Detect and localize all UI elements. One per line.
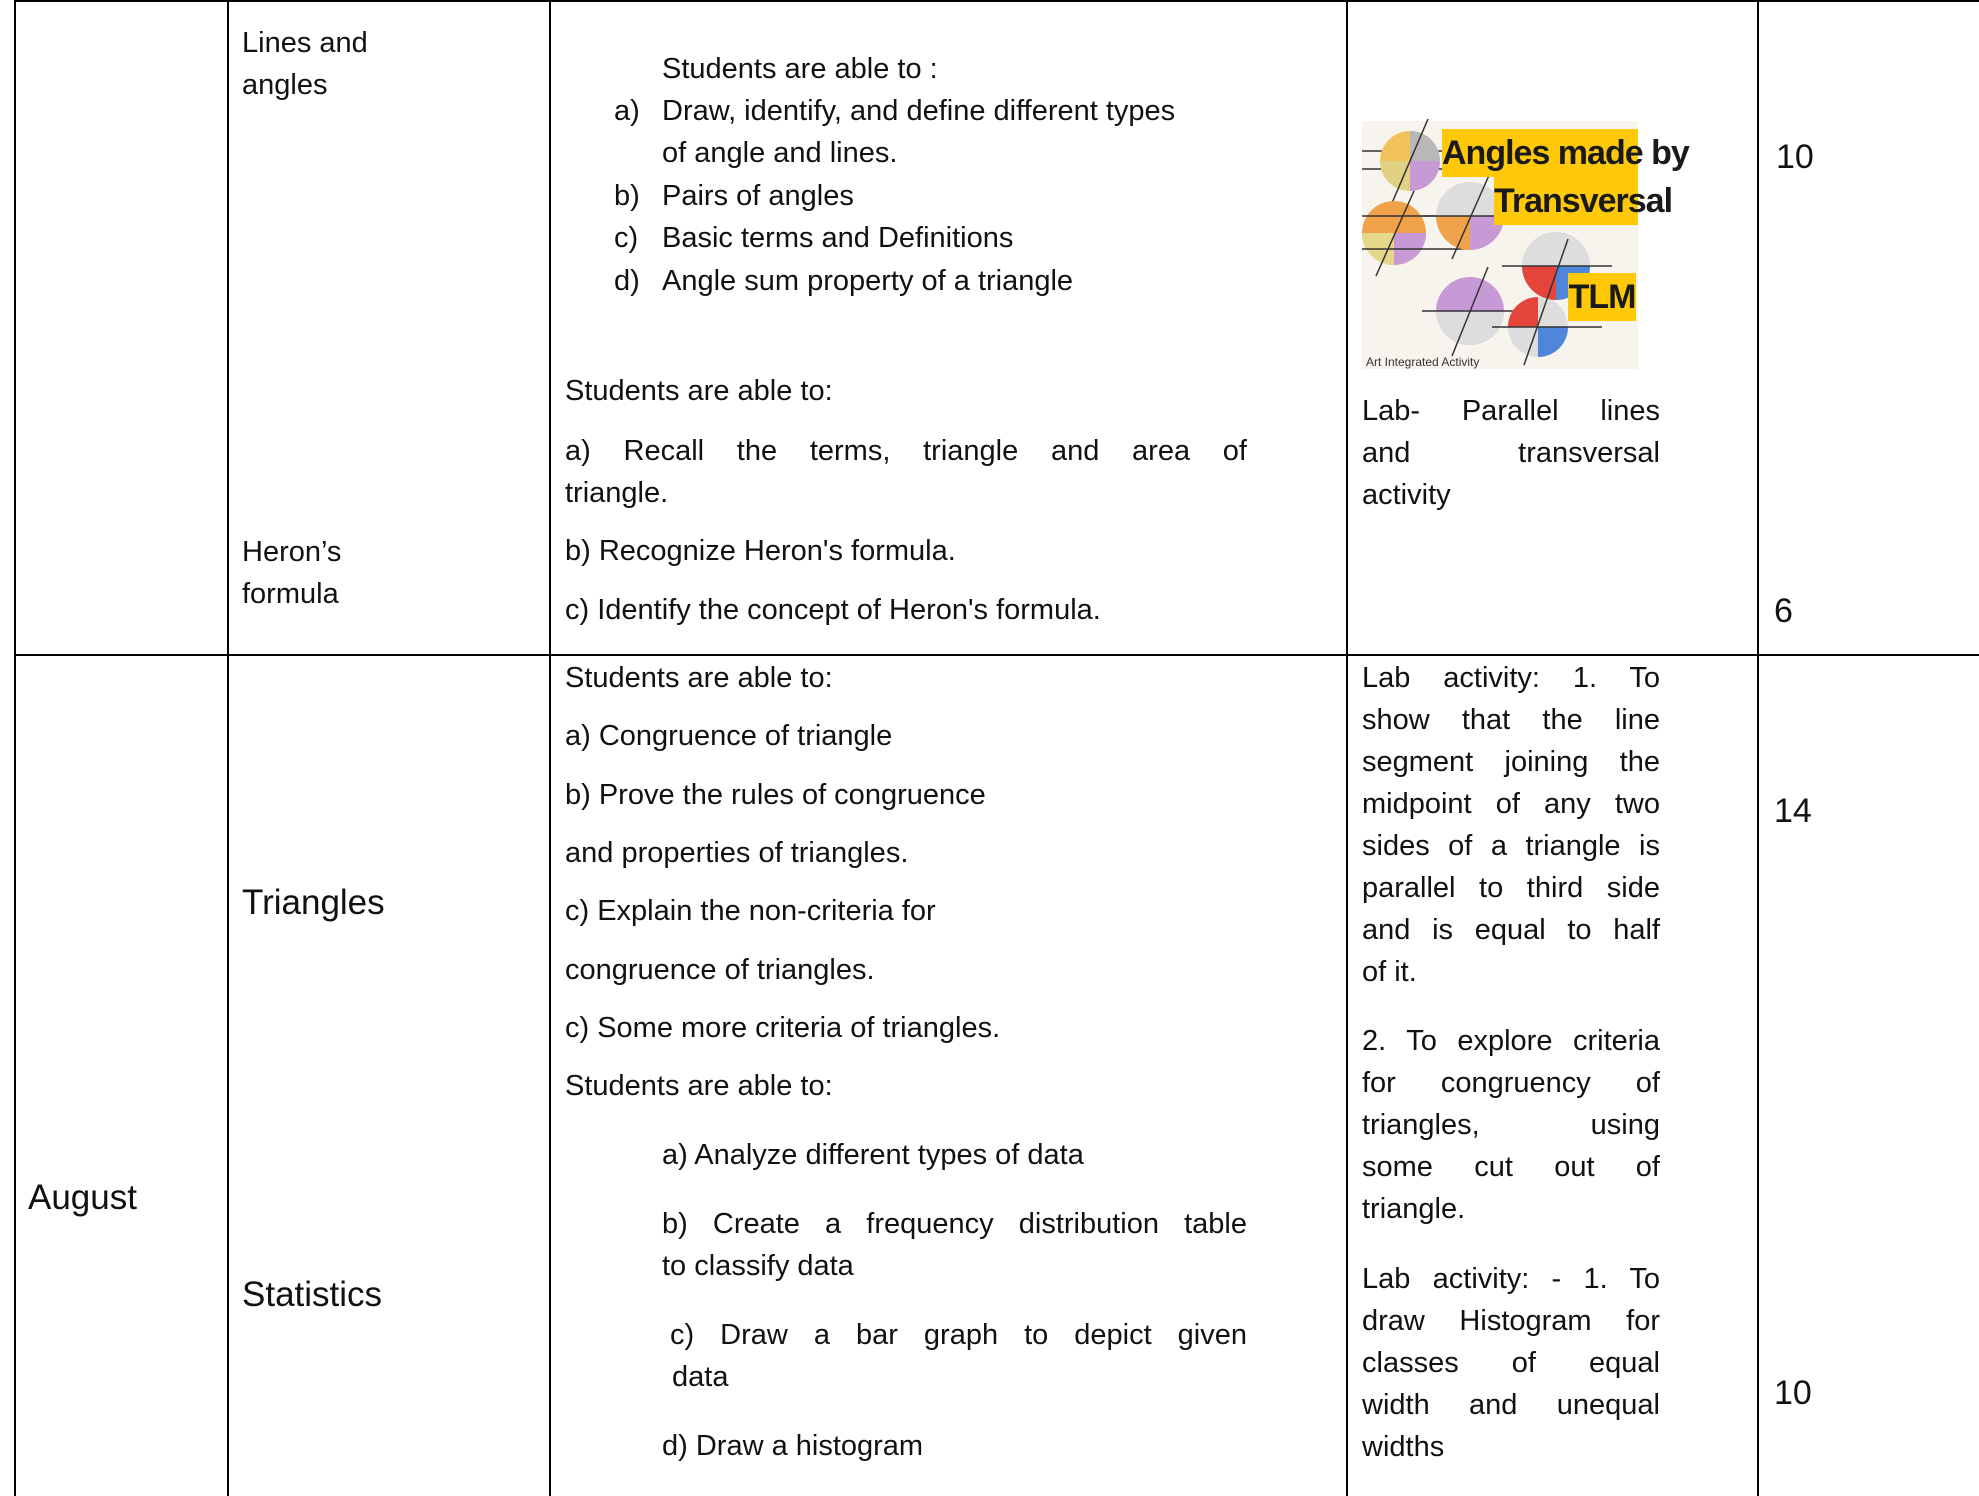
tlm-title-line2: Transversal bbox=[1494, 177, 1638, 225]
activity1-line7: and is equal to half bbox=[1362, 914, 1660, 946]
column-border-5 bbox=[1757, 0, 1759, 1496]
tri-outcome-7: c) Some more criteria of triangles. bbox=[565, 1012, 1001, 1044]
activity1-line1: Lab activity: 1. To bbox=[1362, 662, 1660, 694]
tlm-badge: TLM bbox=[1568, 273, 1636, 321]
activity1-line8: of it. bbox=[1362, 956, 1417, 988]
tri-outcome-2: a) Congruence of triangle bbox=[565, 720, 893, 752]
stat-outcome-b-line1: b) Create a frequency distribution table bbox=[662, 1208, 1247, 1240]
row-divider bbox=[14, 654, 1979, 656]
outcome-b: Pairs of angles bbox=[662, 180, 854, 212]
column-border-4 bbox=[1346, 0, 1348, 1496]
topic-lines-angles-line1: Lines and bbox=[242, 27, 368, 59]
stat-outcome-a: a) Analyze different types of data bbox=[662, 1139, 1084, 1171]
tri-outcome-4: and properties of triangles. bbox=[565, 837, 909, 869]
activity2-line1: 2. To explore criteria bbox=[1362, 1025, 1660, 1057]
topic-lines-angles-line2: angles bbox=[242, 69, 328, 101]
tri-outcome-1: Students are able to: bbox=[565, 662, 833, 694]
outcomes-intro: Students are able to : bbox=[662, 53, 938, 85]
stat-outcome-b-line2: to classify data bbox=[662, 1250, 854, 1282]
tri-outcome-5: c) Explain the non-criteria for bbox=[565, 895, 936, 927]
herons-outcome-c: c) Identify the concept of Heron's formula. bbox=[565, 594, 1101, 626]
activity3-line1: Lab activity: - 1. To bbox=[1362, 1263, 1660, 1295]
herons-outcome-a-line2: triangle. bbox=[565, 477, 669, 509]
stat-outcome-d: d) Draw a histogram bbox=[662, 1430, 924, 1462]
outcome-marker-b: b) bbox=[614, 180, 640, 212]
stat-intro: Students are able to: bbox=[565, 1070, 833, 1102]
activity1-line4: midpoint of any two bbox=[1362, 788, 1660, 820]
activity1-line6: parallel to third side bbox=[1362, 872, 1660, 904]
activity2-line2: for congruency of bbox=[1362, 1067, 1660, 1099]
activity-lab-line1: Lab- Parallel lines bbox=[1362, 395, 1660, 427]
tlm-image bbox=[1362, 121, 1689, 369]
activity3-line5: widths bbox=[1362, 1431, 1445, 1463]
outcome-marker-d: d) bbox=[614, 265, 640, 297]
herons-intro: Students are able to: bbox=[565, 375, 833, 407]
table-top-border bbox=[14, 0, 1979, 2]
column-border-1 bbox=[14, 0, 16, 1496]
activity1-line2: show that the line bbox=[1362, 704, 1660, 736]
outcome-d: Angle sum property of a triangle bbox=[662, 265, 1074, 297]
activity2-line3: triangles, using bbox=[1362, 1109, 1660, 1141]
activity-lab-line2: and transversal bbox=[1362, 437, 1660, 469]
outcome-marker-a: a) bbox=[614, 95, 640, 127]
herons-outcome-a-line1: a) Recall the terms, triangle and area of bbox=[565, 435, 1247, 467]
stat-outcome-c-line1: c) Draw a bar graph to depict given bbox=[670, 1319, 1247, 1351]
column-border-2 bbox=[227, 0, 229, 1496]
activity2-line5: triangle. bbox=[1362, 1193, 1466, 1225]
herons-outcome-b: b) Recognize Heron's formula. bbox=[565, 535, 956, 567]
topic-herons-line2: formula bbox=[242, 578, 339, 610]
activity1-line3: segment joining the bbox=[1362, 746, 1660, 778]
topic-herons-line1: Heron’s bbox=[242, 536, 342, 568]
tlm-title-line1: Angles made by bbox=[1442, 129, 1638, 177]
activity3-line3: classes of equal bbox=[1362, 1347, 1660, 1379]
stat-outcome-c-line2: data bbox=[672, 1361, 729, 1393]
activity3-line4: width and unequal bbox=[1362, 1389, 1660, 1421]
tlm-caption: Art Integrated Activity bbox=[1366, 355, 1480, 369]
activity1-line5: sides of a triangle is bbox=[1362, 830, 1660, 862]
topic-triangles: Triangles bbox=[242, 883, 385, 922]
activity2-line4: some cut out of bbox=[1362, 1151, 1660, 1183]
outcome-c: Basic terms and Definitions bbox=[662, 222, 1014, 254]
month-august: August bbox=[28, 1178, 137, 1217]
periods-lines-angles: 10 bbox=[1776, 138, 1814, 176]
outcome-marker-c: c) bbox=[614, 222, 639, 254]
tri-outcome-6: congruence of triangles. bbox=[565, 954, 875, 986]
periods-statistics: 10 bbox=[1774, 1374, 1812, 1412]
activity3-line2: draw Histogram for bbox=[1362, 1305, 1660, 1337]
tri-outcome-3: b) Prove the rules of congruence bbox=[565, 779, 986, 811]
periods-triangles: 14 bbox=[1774, 792, 1812, 830]
outcome-a-line1: Draw, identify, and define different types bbox=[662, 95, 1176, 127]
activity-lab-line3: activity bbox=[1362, 479, 1451, 511]
topic-statistics: Statistics bbox=[242, 1275, 383, 1314]
column-border-3 bbox=[549, 0, 551, 1496]
outcome-a-line2: of angle and lines. bbox=[662, 137, 898, 169]
periods-herons: 6 bbox=[1774, 592, 1793, 630]
